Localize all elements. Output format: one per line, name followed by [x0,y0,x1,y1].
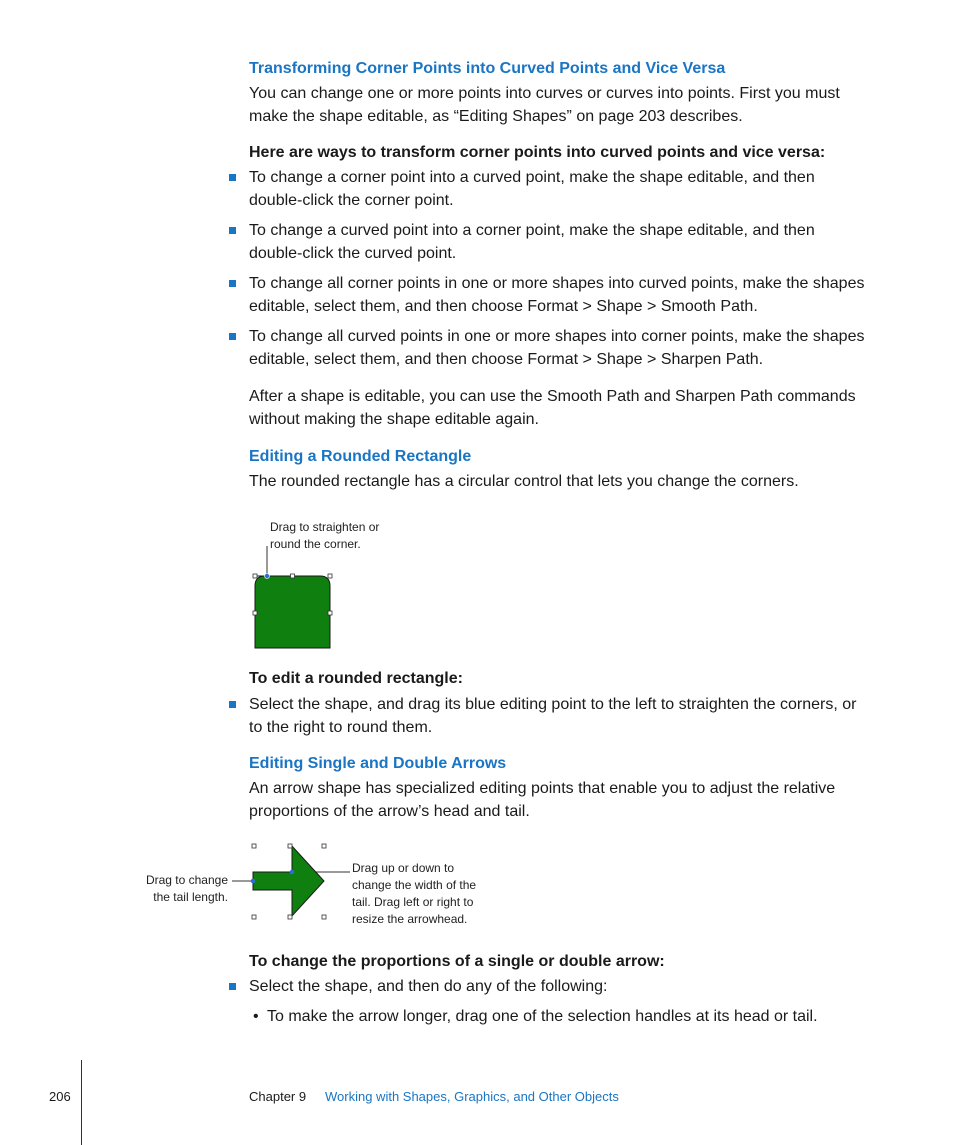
list-item-text: editable, select them, and then choose Format > Shape > Sharpen Path. [249,351,764,368]
dot-bullet-icon: • [253,1008,259,1025]
square-bullet-icon [229,174,236,181]
tail-length-callout [130,872,228,906]
paragraph-line: proportions of the arrow’s head and tail. [249,803,530,820]
chapter-title-link[interactable]: Working with Shapes, Graphics, and Other Objects [325,1089,619,1104]
section-heading-transform-points: Transforming Corner Points into Curved Points and Vice Versa [249,60,726,77]
section-heading-rounded-rectangle: Editing a Rounded Rectangle [249,448,472,465]
selection-handle[interactable] [252,844,256,848]
selection-handle[interactable] [291,574,295,578]
selection-handle[interactable] [253,611,257,615]
square-bullet-icon [229,280,236,287]
selection-handle[interactable] [328,611,332,615]
page-number: 206 [49,1089,71,1104]
rounded-rect-intro: The rounded rectangle has a circular control that lets you change the corners. [249,473,799,490]
callout-line: change the width of the [352,878,477,892]
tail-editing-point[interactable] [251,879,256,884]
selection-handle[interactable] [288,915,292,919]
list-item-text: To change all curved points in one or more shapes into corner points, make the shapes [249,328,865,345]
intro-line: You can change one or more points into curves or curves into points. First you must [249,85,840,102]
callout-line: Drag to straighten or [270,520,380,534]
callout-line: round the corner. [270,537,361,551]
ways-heading: Here are ways to transform corner points into curved points and vice versa: [249,144,826,161]
selection-handle[interactable] [288,844,292,848]
arrow-figure [228,838,354,928]
list-item-text: to the right to round them. [249,719,433,736]
selection-handle[interactable] [322,844,326,848]
selection-handle[interactable] [253,574,257,578]
list-item-text: editable, select them, and then choose Format > Shape > Smooth Path. [249,298,758,315]
section-heading-arrows: Editing Single and Double Arrows [249,755,507,772]
callout-line: the tail length. [153,890,228,904]
head-editing-point[interactable] [290,870,295,875]
arrowhead-callout [352,860,476,928]
edit-rounded-rect-heading: To edit a rounded rectangle: [249,670,463,687]
list-item-text: Select the shape, and then do any of the following: [249,978,608,995]
blue-editing-point[interactable] [265,574,270,579]
selection-handle[interactable] [252,915,256,919]
square-bullet-icon [229,227,236,234]
list-item-text: double-click the curved point. [249,245,457,262]
paragraph-line: An arrow shape has specialized editing points that enable you to adjust the relative [249,780,836,797]
sub-list-item-text: To make the arrow longer, drag one of the selection handles at its head or tail. [267,1008,818,1025]
rounded-rectangle-shape[interactable] [255,576,330,648]
chapter-label: Chapter 9 [249,1089,307,1104]
rounded-rectangle-figure [245,540,345,652]
callout-line: tail. Drag left or right to [352,895,474,909]
list-item-text: Select the shape, and drag its blue editing point to the left to straighten the corners, or [249,696,857,713]
callout-line: Drag to change [145,873,228,887]
paragraph-line: After a shape is editable, you can use the Smooth Path and Sharpen Path commands [249,388,856,405]
selection-handle[interactable] [322,915,326,919]
intro-line: make the shape editable, as “Editing Shapes” on page 203 describes. [249,108,743,125]
list-item-text: double-click the corner point. [249,192,454,209]
selection-handle[interactable] [328,574,332,578]
list-item-text: To change all corner points in one or more shapes into curved points, make the shapes [249,275,865,292]
callout-line: Drag up or down to [352,861,455,875]
paragraph-line: without making the shape editable again. [249,411,539,428]
list-item-text: To change a curved point into a corner point, make the shape editable, and then [249,222,815,239]
square-bullet-icon [229,701,236,708]
square-bullet-icon [229,983,236,990]
callout-line: resize the arrowhead. [352,912,468,926]
after-paragraph [249,385,856,431]
footer-divider [81,1060,82,1145]
intro-paragraph [249,82,840,128]
arrow-proportions-heading: To change the proportions of a single or double arrow: [249,953,665,970]
arrows-intro [249,777,835,823]
arrow-shape[interactable] [253,846,324,916]
list-item-text: To change a corner point into a curved point, make the shape editable, and then [249,169,815,186]
square-bullet-icon [229,333,236,340]
